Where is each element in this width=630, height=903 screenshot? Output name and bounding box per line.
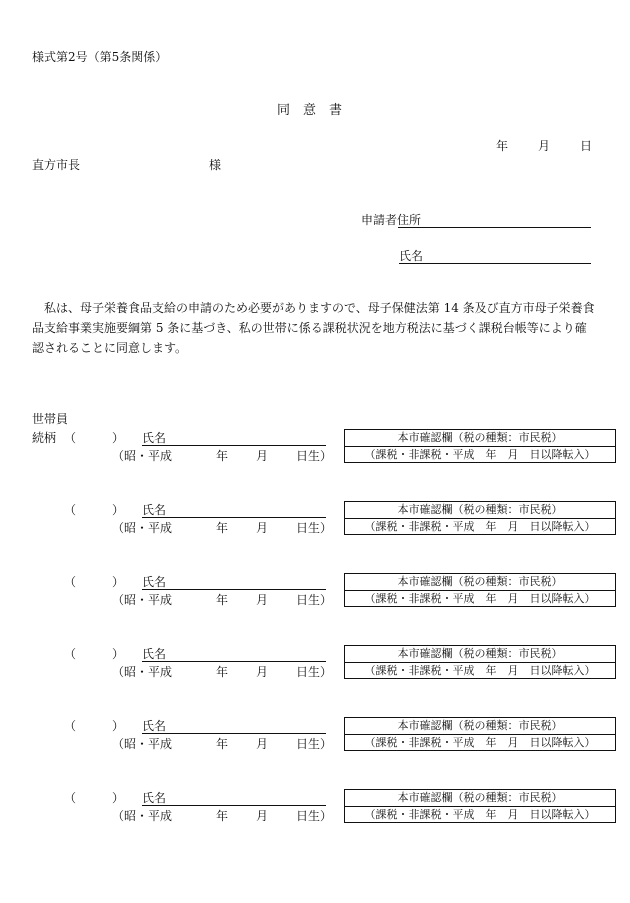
household-header: 世帯員 — [32, 412, 69, 426]
birth-era-label: （昭・平成 — [112, 521, 173, 535]
birth-day-label: 日生） — [296, 593, 333, 607]
city-confirmation-box — [344, 429, 616, 463]
confirmation-body: （課税・非課税・平成 年 月 日以降転入） — [364, 592, 596, 605]
relation-label: 続柄 — [32, 431, 57, 445]
member-name-line[interactable] — [142, 733, 326, 734]
birth-year-label: 年 — [216, 449, 229, 463]
household-member-row — [0, 719, 630, 759]
confirmation-title: 本市確認欄（税の種類：市民税） — [345, 718, 615, 735]
document-title: 同 意 書 — [277, 103, 343, 118]
confirmation-body: （課税・非課税・平成 年 月 日以降転入） — [364, 736, 596, 749]
date-year-label: 年 — [496, 139, 509, 153]
addressee-mayor: 直方市長 — [32, 158, 81, 172]
birth-era-label: （昭・平成 — [112, 593, 173, 607]
relation-paren-open: （ — [64, 575, 77, 589]
confirmation-title: 本市確認欄（税の種類：市民税） — [345, 574, 615, 591]
confirmation-body: （課税・非課税・平成 年 月 日以降転入） — [364, 808, 596, 821]
relation-paren-close: ） — [112, 791, 125, 805]
birth-year-label: 年 — [216, 593, 229, 607]
applicant-name-label: 氏名 — [399, 249, 424, 263]
applicant-name-line[interactable] — [399, 263, 591, 264]
birth-era-label: （昭・平成 — [112, 665, 173, 679]
birth-year-label: 年 — [216, 737, 229, 751]
member-name-label: 氏名 — [142, 791, 167, 805]
relation-paren-open: （ — [64, 719, 77, 733]
birth-month-label: 月 — [256, 665, 269, 679]
relation-paren-open: （ — [64, 791, 77, 805]
relation-paren-open: （ — [64, 503, 77, 517]
member-name-label: 氏名 — [142, 647, 167, 661]
addressee-honorific: 様 — [209, 158, 222, 172]
confirmation-title: 本市確認欄（税の種類：市民税） — [345, 502, 615, 519]
birth-year-label: 年 — [216, 809, 229, 823]
member-name-line[interactable] — [142, 589, 326, 590]
relation-paren-open: （ — [64, 647, 77, 661]
birth-month-label: 月 — [256, 521, 269, 535]
consent-text: 私は、母子栄養食品支給の申請のため必要がありますので、母子保健法第 14 条及び直方市母子栄養食品支給事業実施要綱第 5 条に基づき、私の世帯に係る課税状況を地方税法に基づく課税台帳等により確認されることに同意します。 — [32, 301, 595, 355]
member-name-line[interactable] — [142, 805, 326, 806]
confirmation-title: 本市確認欄（税の種類：市民税） — [345, 790, 615, 807]
member-name-label: 氏名 — [142, 575, 167, 589]
member-name-label: 氏名 — [142, 719, 167, 733]
date-month-label: 月 — [538, 139, 551, 153]
applicant-address-line[interactable] — [398, 227, 591, 228]
member-name-label: 氏名 — [142, 503, 167, 517]
city-confirmation-box — [344, 645, 616, 679]
relation-paren-close: ） — [112, 503, 125, 517]
birth-month-label: 月 — [256, 593, 269, 607]
birth-day-label: 日生） — [296, 737, 333, 751]
confirmation-title: 本市確認欄（税の種類：市民税） — [345, 430, 615, 447]
confirmation-body: （課税・非課税・平成 年 月 日以降転入） — [364, 520, 596, 533]
member-name-line[interactable] — [142, 661, 326, 662]
birth-era-label: （昭・平成 — [112, 737, 173, 751]
member-name-label: 氏名 — [142, 431, 167, 445]
birth-year-label: 年 — [216, 665, 229, 679]
birth-month-label: 月 — [256, 449, 269, 463]
form-number: 様式第2号（第5条関係） — [32, 50, 168, 64]
city-confirmation-box — [344, 789, 616, 823]
birth-month-label: 月 — [256, 737, 269, 751]
birth-year-label: 年 — [216, 521, 229, 535]
birth-month-label: 月 — [256, 809, 269, 823]
applicant-address-label: 申請者住所 — [361, 213, 422, 227]
birth-day-label: 日生） — [296, 809, 333, 823]
relation-paren-close: ） — [112, 431, 125, 445]
city-confirmation-box — [344, 501, 616, 535]
confirmation-body: （課税・非課税・平成 年 月 日以降転入） — [364, 448, 596, 461]
household-member-row — [0, 503, 630, 543]
relation-paren-open: （ — [64, 431, 77, 445]
household-member-row — [0, 647, 630, 687]
birth-era-label: （昭・平成 — [112, 809, 173, 823]
birth-era-label: （昭・平成 — [112, 449, 173, 463]
relation-paren-close: ） — [112, 719, 125, 733]
birth-day-label: 日生） — [296, 665, 333, 679]
member-name-line[interactable] — [142, 445, 326, 446]
member-name-line[interactable] — [142, 517, 326, 518]
confirmation-title: 本市確認欄（税の種類：市民税） — [345, 646, 615, 663]
city-confirmation-box — [344, 573, 616, 607]
relation-paren-close: ） — [112, 575, 125, 589]
city-confirmation-box — [344, 717, 616, 751]
date-day-label: 日 — [580, 139, 593, 153]
birth-day-label: 日生） — [296, 521, 333, 535]
relation-paren-close: ） — [112, 647, 125, 661]
birth-day-label: 日生） — [296, 449, 333, 463]
household-member-row — [0, 791, 630, 831]
confirmation-body: （課税・非課税・平成 年 月 日以降転入） — [364, 664, 596, 677]
household-member-row — [0, 431, 630, 471]
household-member-row — [0, 575, 630, 615]
